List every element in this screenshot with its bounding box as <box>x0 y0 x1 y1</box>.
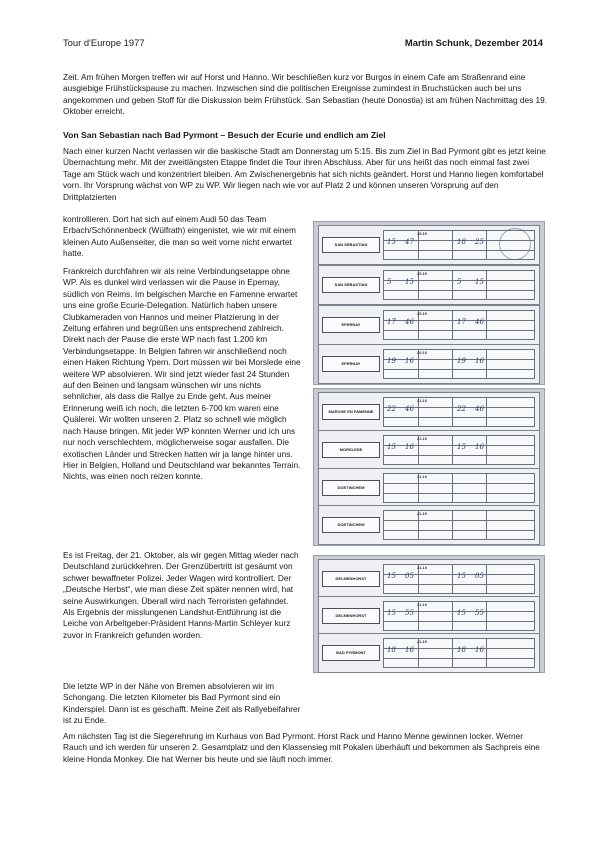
paragraph-4: Die letzte WP in der Nähe von Bremen absolvieren wir im Schongang. Die letzten Kilometer bis Bad Pyrmont sind ein Kinderspiel. Dann ist es geschafft. Meine Zeit als Rallyebeifahrer ist zu Ende. <box>63 681 301 726</box>
timecard-hour: 15 <box>457 443 466 451</box>
timecard-date: 21.10 <box>417 639 428 644</box>
timecard-date: 21.10 <box>417 565 428 570</box>
timecard-minute: 55 <box>405 609 414 617</box>
timecard-location: DOETINCHEM <box>322 480 380 496</box>
timecard-date: 21.10 <box>417 436 428 441</box>
timecard-minute: 16 <box>405 357 414 365</box>
timecard-hour: 15 <box>387 572 396 580</box>
timecard <box>318 392 540 432</box>
timecard-location: BAD PYRMONT <box>322 645 380 661</box>
timecard-minute: 46 <box>405 318 414 326</box>
timecard <box>318 559 540 599</box>
timecard <box>318 468 540 508</box>
timecard-minute: 16 <box>475 443 484 451</box>
timecard-location: SAN SEBASTIAN <box>322 237 380 253</box>
timecard-strip-2 <box>313 388 545 546</box>
timecard-location: EPERNAY <box>322 356 380 372</box>
timecard-minute: 25 <box>475 238 484 246</box>
intro-paragraph: Zeit. Am frühen Morgen treffen wir auf Horst und Hanno. Wir beschließen kurz vor Burgos in einem Cafe am Straßenrand eine ausgiebige Frühstückspause zu machen. Inzwischen sind die politischen Ereignisse zumindest in Bruchstücken auch bei uns angekommen und geben Stoff für die Diskussion beim Frühstück. San Sebastian (heute Donostia) ist am frühen Nachmittag des 19. Oktober erreicht. <box>63 72 548 117</box>
timecard-location: DELMENHORST <box>322 608 380 624</box>
timecard-hour: 5 <box>457 278 462 286</box>
timecard-minute: 16 <box>475 646 484 654</box>
header-author-date: Martin Schunk, Dezember 2014 <box>404 37 543 48</box>
timecard-hour: 19 <box>457 357 466 365</box>
paragraph-2: Frankreich durchfahren wir als reine Verbindungsetappe ohne WP. Als es dunkel wird verlassen wir die Pause in Epernay, südlich von Reims. Im belgischen Marche en Famenne erwartet uns eine große Ecurie-Delegation. Natürlich haben unsere Clubkameraden von Hannos und meiner Platzierung in der Zeitung erfahren und begrüßen uns entsprechend zahlreich. Direkt nach der Pause die erste WP nach fast 1.200 km Verbindungsetappe. In Belgien fahren wir anschließend noch einen Haken Richtung Ypern. Dort müssen wir bei Morslede eine weitere WP absolvieren. Wir sind jetzt wieder fast 24 Stunden auf den Beinen und langsam wünschen wir uns nichts sehnlicher, als dass die Rallye zu Ende geht. Aus meiner Erinnerung weiß ich noch, die letzten 6-700 km waren eine Quälerei. Wir wollten unseren 2. Platz so schnell wie möglich nach Hause bringen. Mit jeder WP konnten Werner und ich uns nur noch verschlechtern, möglicherweise sogar ausfallen. Die exotischen Länder und Strecken hatten wir ja lange hinter uns. Hier in Belgien, Holland und Deutschland war bekanntes Terrain. Nichts, was einen noch reizen konnte. <box>63 266 301 482</box>
timecard-minute: 15 <box>475 278 484 286</box>
timecard-hour: 15 <box>387 443 396 451</box>
timecard <box>318 344 540 384</box>
paragraph-1-continued: kontrollieren. Dort hat sich auf einem Audi 50 das Team Erbach/Schönnenbeck (Wülfrath) eingenistet, wie wir mit einem kleinen Auto Außenseiter, die man so weit vorne nicht erwartet hatte. <box>63 214 296 259</box>
timecard-minute: 47 <box>405 238 414 246</box>
timecard-date: 19.10 <box>417 231 428 236</box>
timecard-minute: 16 <box>405 646 414 654</box>
header-title: Tour d'Europe 1977 <box>63 37 145 48</box>
timecard-location: EPERNAY <box>322 317 380 333</box>
timecard-date: 20.10 <box>417 271 428 276</box>
timecard-hour: 15 <box>387 238 396 246</box>
timecard-hour: 22 <box>457 405 466 413</box>
timecard-hour: 17 <box>457 318 466 326</box>
timecard-location: SAN SEBASTIAN <box>322 277 380 293</box>
timecard-minute: 16 <box>475 357 484 365</box>
timecard-hour: 18 <box>457 646 466 654</box>
timecard-grid <box>383 510 535 540</box>
paragraph-1: Nach einer kurzen Nacht verlassen wir die baskische Stadt am Donnerstag um 5:15. Bis zum Ziel in Bad Pyrmont gibt es jetzt keine Übernachtung mehr. Mit der zweitlängsten Etappe findet die Tour ihren Abschluss. Aber für uns heißt das noch einmal fast zwei Tage am Stück wach und konzentriert bleiben. Am Zwischenergebnis hat sich nichts geändert. Horst und Hanno liegen komfortabel vorn. Ihr Vorsprung wächst von WP zu WP. Wir liegen nach wie vor auf Platz 2 und können unseren Vorsprung auf den Drittplatzierten <box>63 146 546 202</box>
timecard <box>318 305 540 345</box>
timecard-date: 21.10 <box>417 511 428 516</box>
timecard-hour: 18 <box>387 646 396 654</box>
section-heading: Von San Sebastian nach Bad Pyrmont – Besuch der Ecurie und endlich am Ziel <box>63 130 386 140</box>
timecard-hour: 22 <box>387 405 396 413</box>
paragraph-5: Am nächsten Tag ist die Siegerehrung im Kurhaus von Bad Pyrmont. Horst Rack und Hanno Menne gewinnen locker. Werner Rauch und ich werden für unseren 2. Gesamtplatz und den Klassensieg mit Pokalen überhäuft und bekommen als Sachpreis eine kleine Honda Monkey. Die hat Werner bis heute und sie läuft noch immer. <box>63 731 540 764</box>
timecard-hour: 15 <box>457 572 466 580</box>
timecard-location: DELMENHORST <box>322 571 380 587</box>
timecard-hour: 17 <box>387 318 396 326</box>
timecard <box>318 265 540 305</box>
timecard <box>318 225 540 265</box>
timecard-minute: 46 <box>475 405 484 413</box>
timecard <box>318 430 540 470</box>
timecard-date: 21.10 <box>417 398 428 403</box>
timecard-minute: 16 <box>405 443 414 451</box>
timecard-location: MARCHE EN FAMENNE <box>322 404 380 420</box>
timecard <box>318 505 540 545</box>
timecard-hour: 19 <box>387 357 396 365</box>
timecard-location: MORSLEDE <box>322 442 380 458</box>
timecard-minute: 15 <box>405 278 414 286</box>
timecard-hour: 5 <box>387 278 392 286</box>
timecard-hour: 15 <box>387 609 396 617</box>
timecard-minute: 55 <box>475 609 484 617</box>
timecard-hour: 15 <box>457 609 466 617</box>
timecard-strip-1 <box>313 221 545 385</box>
timecard <box>318 596 540 636</box>
timecard <box>318 633 540 673</box>
timecard-minute: 05 <box>405 572 414 580</box>
timecard-date: 21.10 <box>417 474 428 479</box>
timecard-minute: 05 <box>475 572 484 580</box>
timecard-date: 21.10 <box>417 602 428 607</box>
timecard-minute: 46 <box>405 405 414 413</box>
timecard-hour: 18 <box>457 238 466 246</box>
timecard-date: 20.10 <box>417 350 428 355</box>
timecard-minute: 46 <box>475 318 484 326</box>
paragraph-3: Es ist Freitag, der 21. Oktober, als wir gegen Mittag wieder nach Deutschland zurückkehren. Der Grenzübertritt ist gesäumt von schwer bewaffneter Polizei. Jeder Wagen wird kontrolliert. Der „Deutsche Herbst“, wie man diese Zeit später nennen wird, hat seine Auswirkungen. Überall wird nach Terroristen gefahndet. Als Ergebnis der misslungenen Landshut-Entführung ist die Leiche von Arbeitgeber-Präsident Hanns-Martin Schleyer kurz zuvor in Frankreich gefunden worden. <box>63 550 299 640</box>
timecard-grid <box>383 473 535 503</box>
timecard-location: DOETINCHEM <box>322 517 380 533</box>
timecard-date: 20.10 <box>417 311 428 316</box>
timecard-strip-3 <box>313 555 545 673</box>
stamp-icon <box>499 228 531 260</box>
page-header <box>63 37 543 48</box>
